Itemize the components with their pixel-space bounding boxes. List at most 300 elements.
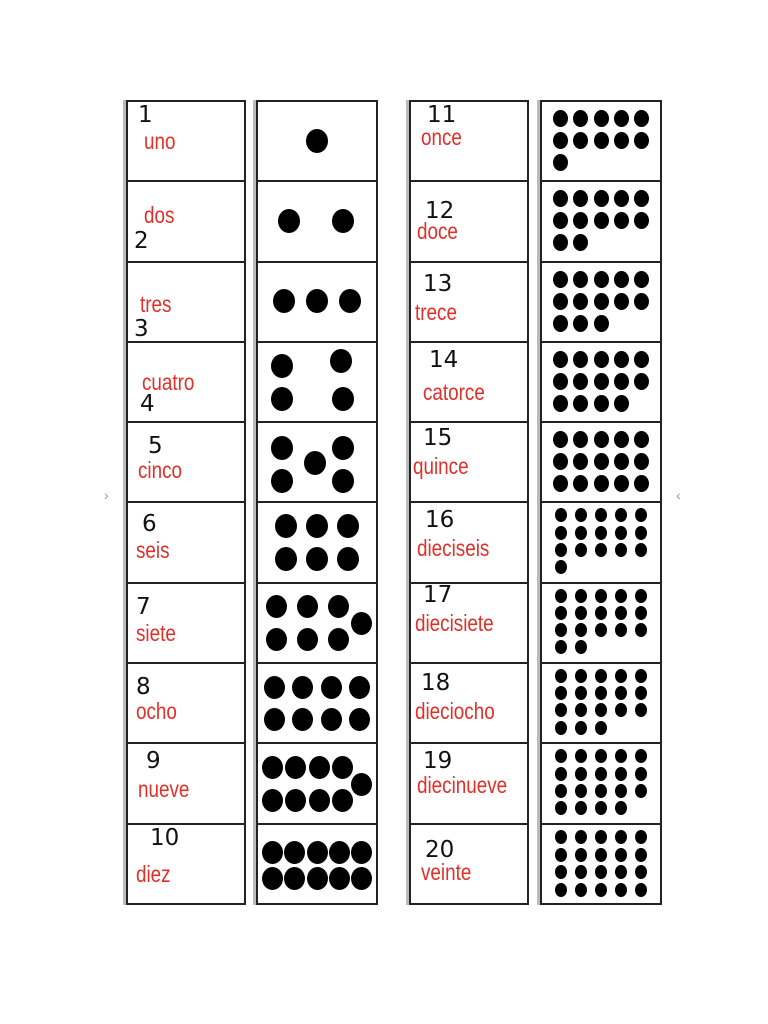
count-dot [292, 676, 313, 699]
number-cell-18 [411, 664, 527, 744]
dot-cell-2 [258, 182, 376, 262]
number-cell-4 [128, 343, 244, 423]
count-dot [635, 865, 647, 879]
count-dot [634, 212, 649, 229]
count-dot [635, 784, 647, 798]
dot-cell-14 [542, 343, 660, 423]
count-dot [615, 883, 627, 897]
count-dot [309, 789, 330, 812]
count-dot [332, 789, 353, 812]
count-dot [595, 830, 607, 844]
dot-cell-6 [258, 503, 376, 583]
number-cell-14 [411, 343, 527, 423]
count-dot [615, 526, 627, 540]
number-word: catorce [423, 378, 485, 405]
number-digit: 4 [140, 390, 155, 417]
number-word: cinco [138, 457, 183, 484]
count-dot [555, 703, 567, 717]
dot-group [542, 423, 660, 501]
number-digit: 19 [423, 748, 453, 775]
count-dot [262, 756, 283, 779]
number-digit: 12 [425, 198, 455, 225]
count-dot [555, 606, 567, 620]
number-cell-6 [128, 503, 244, 583]
count-dot [555, 526, 567, 540]
count-dot [634, 110, 649, 127]
count-dot [573, 315, 588, 332]
count-dot [594, 271, 609, 288]
count-dot [351, 612, 372, 635]
count-dot [614, 271, 629, 288]
count-dot [615, 623, 627, 637]
number-digit: 6 [142, 511, 157, 538]
number-digit: 2 [134, 228, 149, 255]
number-cell-8 [128, 664, 244, 744]
count-dot [635, 623, 647, 637]
dot-group [542, 744, 660, 822]
dot-group [542, 182, 660, 260]
number-digit: 15 [423, 425, 453, 452]
count-dot [573, 234, 588, 251]
count-dot [307, 867, 328, 890]
count-dot [555, 623, 567, 637]
count-dot [573, 395, 588, 412]
number-word: trece [415, 298, 457, 325]
count-dot [575, 883, 587, 897]
count-dot [635, 830, 647, 844]
count-dot [555, 686, 567, 700]
count-dot [555, 543, 567, 557]
number-word: uno [144, 128, 176, 154]
count-dot [635, 703, 647, 717]
count-dot [332, 436, 354, 460]
count-dot [553, 475, 568, 492]
count-dot [321, 708, 342, 731]
dot-group [258, 102, 376, 180]
dot-cell-20 [542, 825, 660, 905]
count-dot [575, 589, 587, 603]
count-dot [614, 212, 629, 229]
numbers-1-10-word-column [126, 100, 246, 905]
number-cell-10 [128, 825, 244, 905]
count-dot [271, 354, 293, 378]
dot-group [258, 423, 376, 501]
count-dot [553, 234, 568, 251]
count-dot [271, 436, 293, 460]
number-cell-3 [128, 263, 244, 343]
number-word: veinte [421, 858, 472, 885]
number-word: dieciseis [417, 535, 490, 562]
count-dot [266, 628, 287, 651]
count-dot [595, 749, 607, 763]
count-dot [306, 547, 328, 571]
count-dot [553, 453, 568, 470]
count-dot [573, 271, 588, 288]
count-dot [575, 623, 587, 637]
count-dot [614, 475, 629, 492]
count-dot [553, 132, 568, 149]
count-dot [271, 469, 293, 493]
count-dot [595, 606, 607, 620]
count-dot [555, 865, 567, 879]
count-dot [635, 883, 647, 897]
count-dot [278, 209, 300, 233]
count-dot [553, 351, 568, 368]
dot-group [542, 825, 660, 905]
count-dot [329, 841, 350, 864]
count-dot [615, 749, 627, 763]
count-dot [553, 212, 568, 229]
number-digit: 1 [138, 102, 153, 128]
number-cell-15 [411, 423, 527, 503]
count-dot [555, 784, 567, 798]
dot-group [258, 343, 376, 421]
number-digit: 7 [136, 593, 151, 620]
count-dot [635, 669, 647, 683]
count-dot [634, 431, 649, 448]
dot-cell-15 [542, 423, 660, 503]
dot-group [258, 182, 376, 260]
count-dot [614, 293, 629, 310]
count-dot [575, 606, 587, 620]
count-dot [595, 589, 607, 603]
count-dot [595, 848, 607, 862]
count-dot [555, 640, 567, 654]
numbers-1-10-dot-column [256, 100, 378, 905]
count-dot [595, 526, 607, 540]
dot-cell-9 [258, 744, 376, 824]
count-dot [553, 315, 568, 332]
number-word: cuatro [142, 368, 195, 395]
count-dot [275, 547, 297, 571]
count-dot [595, 865, 607, 879]
number-digit: 20 [425, 836, 455, 863]
count-dot [575, 721, 587, 735]
count-dot [337, 514, 359, 538]
count-dot [595, 801, 607, 815]
left-edge-mark-icon: › [104, 487, 109, 503]
count-dot [297, 595, 318, 618]
count-dot [595, 703, 607, 717]
count-dot [573, 373, 588, 390]
count-dot [332, 469, 354, 493]
count-dot [266, 595, 287, 618]
number-cell-5 [128, 423, 244, 503]
count-dot [555, 767, 567, 781]
count-dot [615, 784, 627, 798]
dot-cell-17 [542, 584, 660, 664]
count-dot [594, 190, 609, 207]
count-dot [575, 508, 587, 522]
count-dot [575, 784, 587, 798]
count-dot [285, 789, 306, 812]
dot-group [258, 263, 376, 341]
count-dot [614, 110, 629, 127]
count-dot [634, 351, 649, 368]
count-dot [555, 749, 567, 763]
count-dot [351, 867, 372, 890]
number-digit: 17 [423, 581, 453, 608]
count-dot [594, 132, 609, 149]
count-dot [575, 640, 587, 654]
number-word: dos [144, 202, 175, 229]
number-cell-1 [128, 102, 244, 182]
count-dot [553, 395, 568, 412]
count-dot [634, 132, 649, 149]
count-dot [634, 271, 649, 288]
count-dot [555, 830, 567, 844]
count-dot [615, 865, 627, 879]
count-dot [553, 271, 568, 288]
count-dot [614, 431, 629, 448]
count-dot [575, 669, 587, 683]
count-dot [615, 543, 627, 557]
count-dot [615, 589, 627, 603]
number-digit: 9 [146, 748, 161, 775]
count-dot [264, 676, 285, 699]
count-dot [328, 595, 349, 618]
count-dot [595, 721, 607, 735]
count-dot [553, 431, 568, 448]
count-dot [595, 883, 607, 897]
count-dot [635, 686, 647, 700]
count-dot [615, 669, 627, 683]
count-dot [337, 547, 359, 571]
count-dot [555, 801, 567, 815]
count-dot [351, 841, 372, 864]
count-dot [555, 721, 567, 735]
count-dot [555, 848, 567, 862]
count-dot [306, 129, 328, 153]
dot-group [258, 744, 376, 822]
dot-cell-16 [542, 503, 660, 583]
count-dot [595, 784, 607, 798]
number-cell-7 [128, 584, 244, 664]
dot-cell-18 [542, 664, 660, 744]
number-cell-16 [411, 503, 527, 583]
count-dot [553, 373, 568, 390]
number-word: diecisiete [415, 609, 494, 636]
dot-group [542, 584, 660, 662]
number-digit: 11 [427, 102, 457, 128]
count-dot [634, 373, 649, 390]
count-dot [573, 110, 588, 127]
count-dot [573, 132, 588, 149]
dot-cell-1 [258, 102, 376, 182]
count-dot [285, 756, 306, 779]
number-digit: 16 [425, 507, 455, 534]
number-word: diecinueve [417, 772, 508, 799]
count-dot [351, 773, 372, 796]
count-dot [634, 190, 649, 207]
count-dot [575, 848, 587, 862]
number-digit: 5 [148, 433, 163, 460]
number-word: doce [417, 218, 458, 245]
count-dot [615, 606, 627, 620]
number-cell-17 [411, 581, 527, 664]
count-dot [615, 703, 627, 717]
count-dot [594, 351, 609, 368]
count-dot [573, 453, 588, 470]
count-dot [614, 453, 629, 470]
count-dot [555, 560, 567, 574]
count-dot [297, 628, 318, 651]
dot-cell-11 [542, 102, 660, 182]
count-dot [575, 801, 587, 815]
count-dot [635, 508, 647, 522]
count-dot [262, 841, 283, 864]
count-dot [635, 848, 647, 862]
count-dot [553, 190, 568, 207]
count-dot [307, 841, 328, 864]
count-dot [595, 508, 607, 522]
count-dot [349, 708, 370, 731]
count-dot [615, 801, 627, 815]
count-dot [594, 293, 609, 310]
number-word: ocho [136, 698, 177, 725]
dot-group [542, 102, 660, 180]
count-dot [575, 767, 587, 781]
count-dot [575, 686, 587, 700]
numbers-11-20-word-column [409, 100, 529, 905]
dot-cell-10 [258, 825, 376, 905]
number-cell-19 [411, 744, 527, 824]
count-dot [275, 514, 297, 538]
dot-cell-13 [542, 263, 660, 343]
number-word: siete [136, 619, 176, 646]
count-dot [594, 453, 609, 470]
count-dot [553, 154, 568, 171]
count-dot [635, 589, 647, 603]
count-dot [555, 883, 567, 897]
count-dot [575, 543, 587, 557]
number-word: tres [140, 290, 172, 317]
count-dot [573, 475, 588, 492]
dot-cell-19 [542, 744, 660, 824]
count-dot [284, 867, 305, 890]
number-cell-12 [411, 182, 527, 262]
count-dot [635, 767, 647, 781]
count-dot [262, 867, 283, 890]
count-dot [635, 526, 647, 540]
dot-cell-4 [258, 343, 376, 423]
dot-cell-12 [542, 182, 660, 262]
number-word: diez [136, 860, 171, 887]
dot-cell-3 [258, 263, 376, 343]
dot-cell-8 [258, 664, 376, 744]
number-word: quince [413, 453, 469, 480]
dot-group [542, 503, 660, 581]
dot-cell-5 [258, 423, 376, 503]
count-dot [595, 767, 607, 781]
count-dot [262, 789, 283, 812]
count-dot [615, 830, 627, 844]
count-dot [614, 132, 629, 149]
count-dot [284, 841, 305, 864]
count-dot [306, 289, 328, 313]
count-dot [614, 395, 629, 412]
count-dot [594, 212, 609, 229]
count-dot [553, 293, 568, 310]
number-digit: 10 [150, 824, 180, 851]
count-dot [304, 451, 326, 475]
count-dot [614, 190, 629, 207]
count-dot [332, 756, 353, 779]
count-dot [575, 703, 587, 717]
right-edge-mark-icon: ‹ [676, 487, 681, 503]
count-dot [573, 190, 588, 207]
count-dot [321, 676, 342, 699]
number-cell-20 [411, 825, 527, 905]
count-dot [575, 749, 587, 763]
count-dot [615, 508, 627, 522]
count-dot [594, 110, 609, 127]
dot-group [258, 503, 376, 581]
count-dot [615, 848, 627, 862]
dot-group [258, 584, 376, 662]
number-word: seis [136, 537, 170, 564]
count-dot [575, 526, 587, 540]
count-dot [634, 293, 649, 310]
count-dot [594, 315, 609, 332]
count-dot [594, 373, 609, 390]
count-dot [555, 669, 567, 683]
count-dot [635, 749, 647, 763]
dot-group [542, 664, 660, 742]
count-dot [553, 110, 568, 127]
count-dot [328, 628, 349, 651]
count-dot [271, 387, 293, 411]
number-word: nueve [138, 776, 190, 803]
count-dot [595, 686, 607, 700]
numbers-11-20-dot-column [540, 100, 662, 905]
number-digit: 13 [423, 270, 453, 297]
count-dot [575, 865, 587, 879]
count-dot [555, 508, 567, 522]
count-dot [264, 708, 285, 731]
count-dot [595, 669, 607, 683]
count-dot [273, 289, 295, 313]
count-dot [614, 373, 629, 390]
count-dot [332, 387, 354, 411]
count-dot [635, 543, 647, 557]
number-cell-9 [128, 744, 244, 824]
count-dot [349, 676, 370, 699]
dot-group [258, 664, 376, 742]
number-digit: 14 [429, 346, 459, 373]
count-dot [614, 351, 629, 368]
number-cell-13 [411, 263, 527, 343]
count-dot [635, 606, 647, 620]
count-dot [306, 514, 328, 538]
dot-group [542, 263, 660, 341]
count-dot [573, 351, 588, 368]
count-dot [309, 756, 330, 779]
count-dot [329, 867, 350, 890]
count-dot [595, 543, 607, 557]
count-dot [594, 475, 609, 492]
dot-group [542, 343, 660, 421]
number-cell-11 [411, 102, 527, 182]
count-dot [615, 767, 627, 781]
count-dot [573, 431, 588, 448]
count-dot [594, 431, 609, 448]
number-word: once [421, 124, 462, 150]
number-word: dieciocho [415, 698, 495, 725]
number-digit: 8 [136, 674, 151, 701]
number-digit: 18 [421, 670, 451, 697]
number-cell-2 [128, 182, 244, 262]
